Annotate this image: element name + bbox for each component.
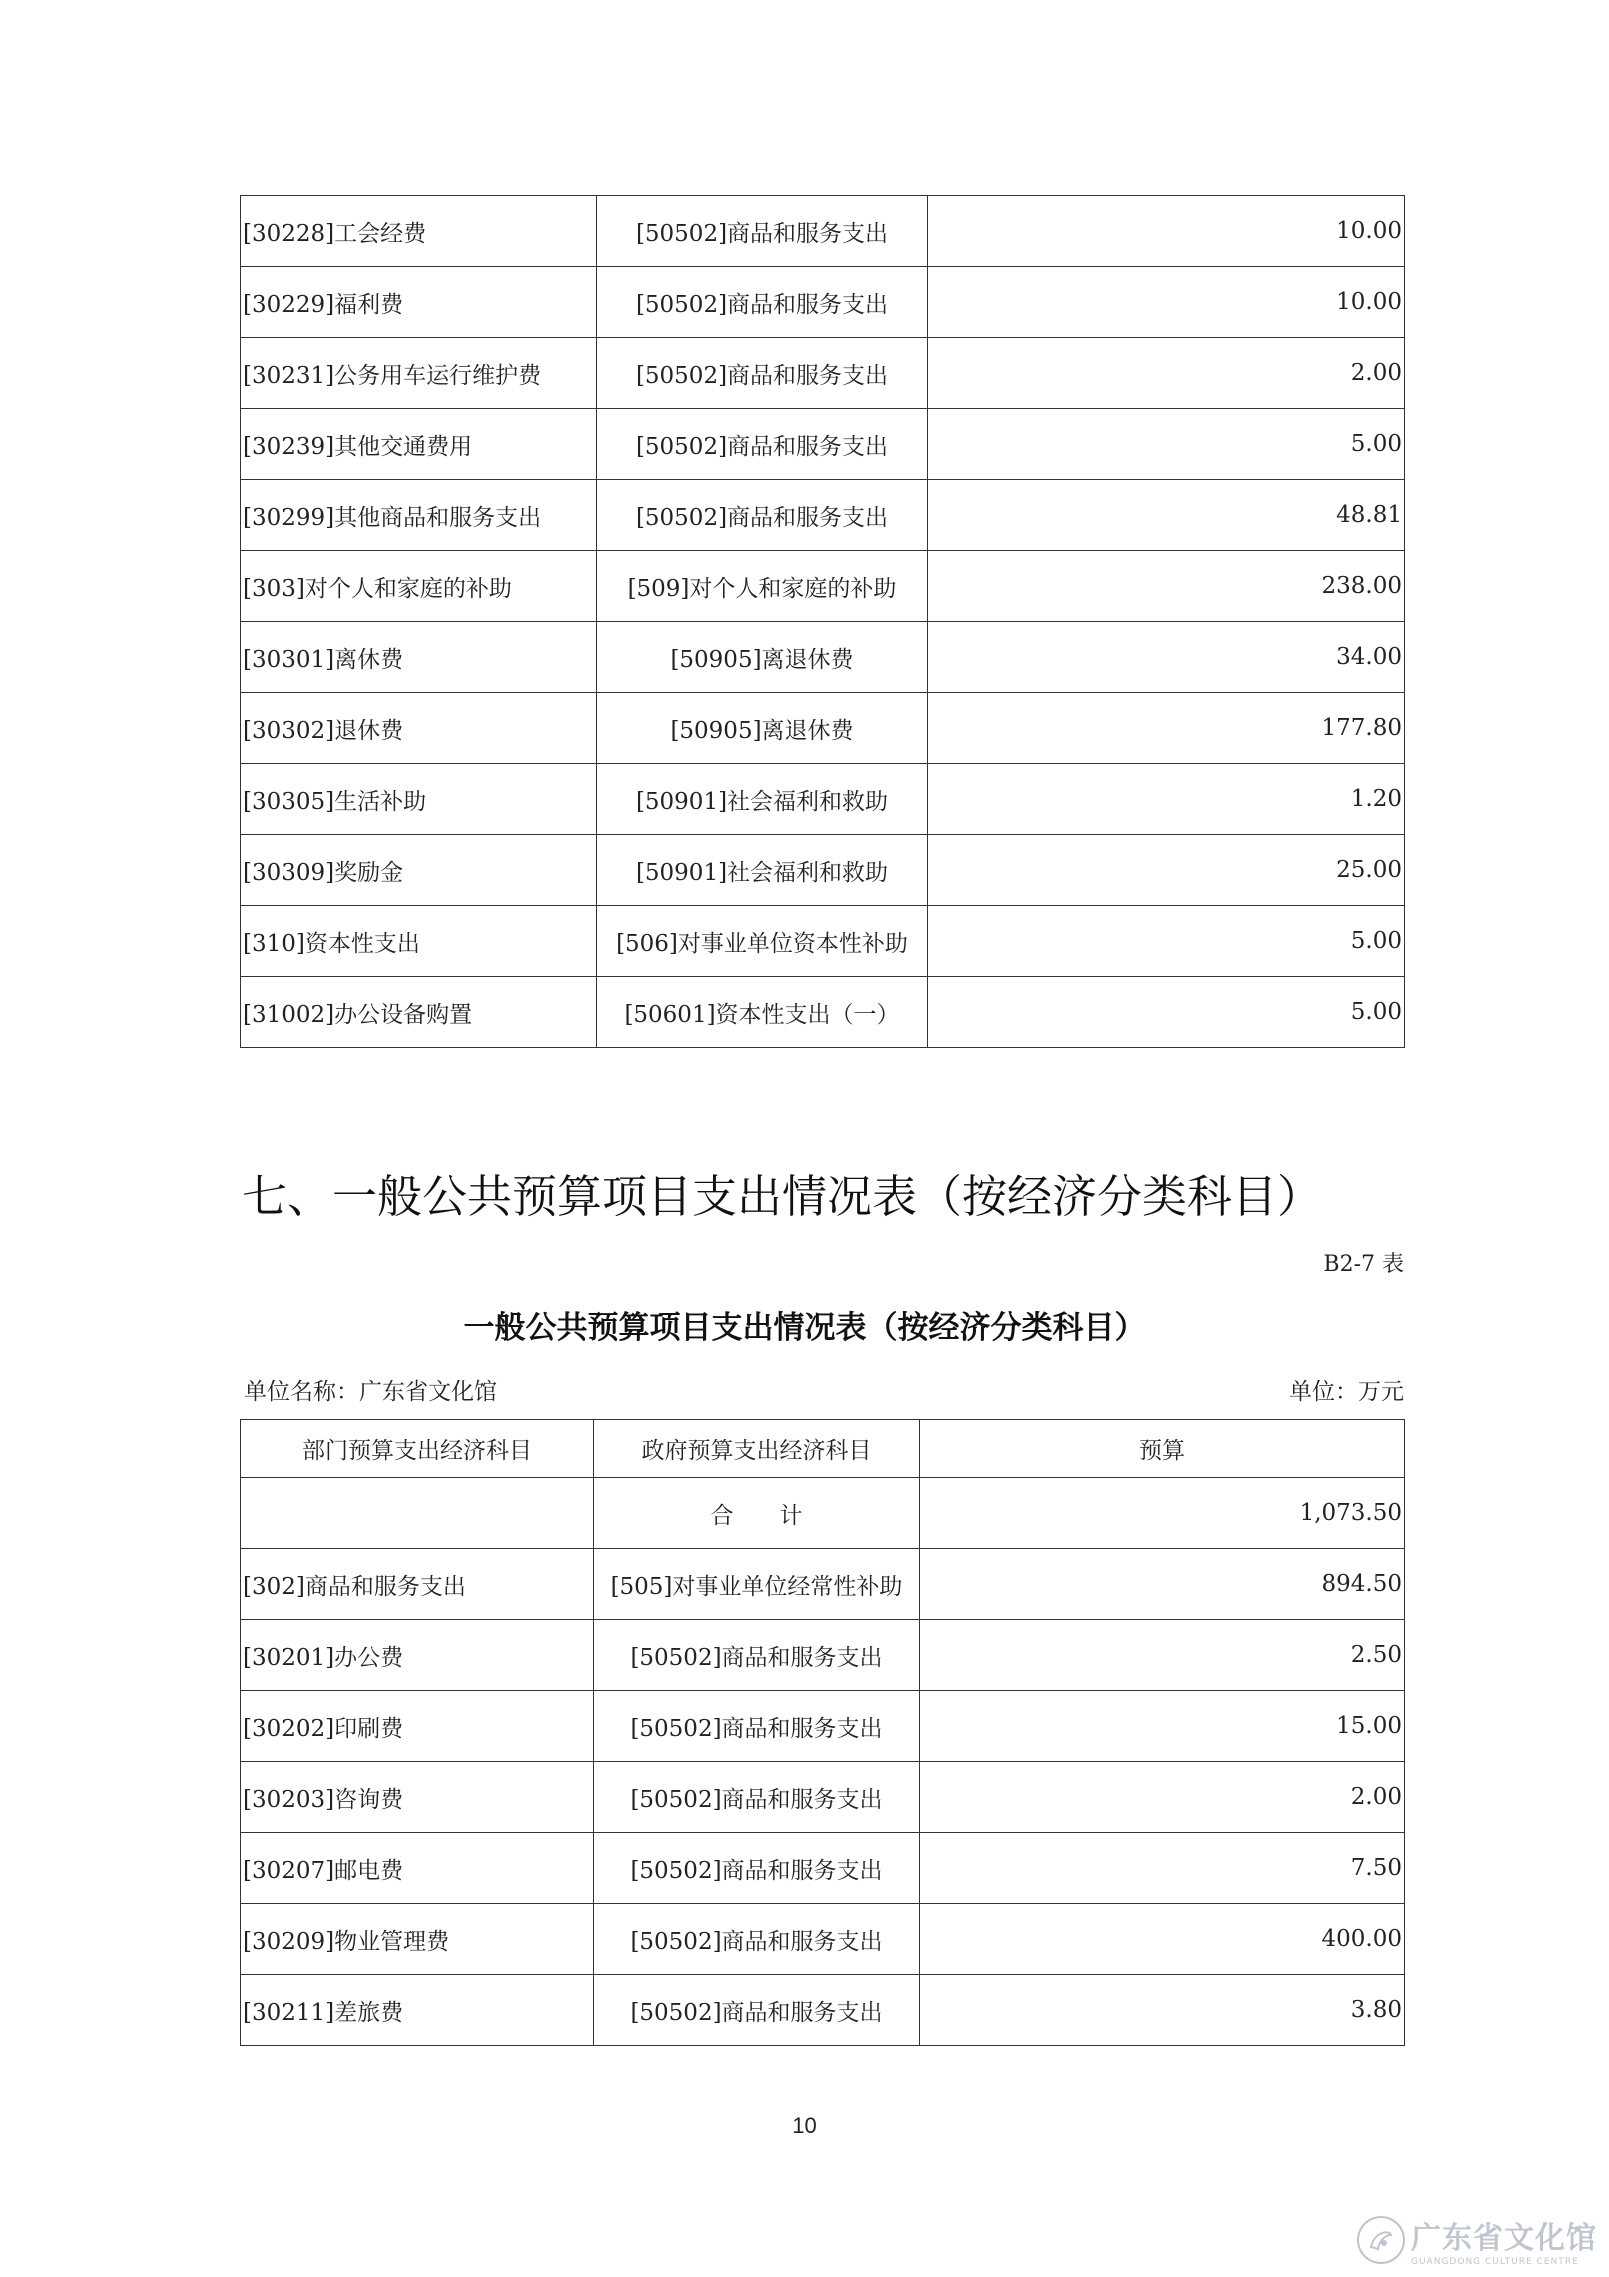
amount-cell: 15.00 bbox=[920, 1691, 1405, 1762]
watermark-name: 广东省文化馆 bbox=[1411, 2221, 1597, 2256]
amount-cell: 10.00 bbox=[928, 267, 1405, 338]
amount-cell: 5.00 bbox=[928, 977, 1405, 1048]
table-row bbox=[241, 338, 1405, 409]
dept-econ-cell: [303]对个人和家庭的补助 bbox=[241, 551, 597, 622]
table-row bbox=[241, 1549, 1405, 1620]
table-row bbox=[241, 835, 1405, 906]
dept-econ-cell: [30309]奖励金 bbox=[241, 835, 597, 906]
table-row bbox=[241, 764, 1405, 835]
table-row bbox=[241, 267, 1405, 338]
gov-econ-cell: [50502]商品和服务支出 bbox=[597, 196, 928, 267]
gov-econ-cell: [50502]商品和服务支出 bbox=[594, 1762, 920, 1833]
total-label bbox=[594, 1478, 920, 1549]
gov-econ-cell: [50502]商品和服务支出 bbox=[597, 480, 928, 551]
table-row bbox=[241, 196, 1405, 267]
amount-cell: 2.00 bbox=[928, 338, 1405, 409]
dept-econ-cell: [302]商品和服务支出 bbox=[241, 1549, 594, 1620]
table-row bbox=[241, 1762, 1405, 1833]
gov-econ-cell: [50502]商品和服务支出 bbox=[594, 1904, 920, 1975]
amount-cell: 238.00 bbox=[928, 551, 1405, 622]
dept-econ-cell: [30302]退休费 bbox=[241, 693, 597, 764]
table-row bbox=[241, 906, 1405, 977]
dept-econ-cell: [30299]其他商品和服务支出 bbox=[241, 480, 597, 551]
amount-cell: 177.80 bbox=[928, 693, 1405, 764]
continued-expenditure-table bbox=[240, 195, 1405, 1048]
amount-cell: 34.00 bbox=[928, 622, 1405, 693]
table-row bbox=[241, 1691, 1405, 1762]
dept-econ-cell: [30211]差旅费 bbox=[241, 1975, 594, 2046]
dept-econ-cell: [30305]生活补助 bbox=[241, 764, 597, 835]
gov-econ-cell: [50601]资本性支出（一） bbox=[597, 977, 928, 1048]
gov-econ-cell: [50502]商品和服务支出 bbox=[597, 409, 928, 480]
gov-econ-cell: [50905]离退休费 bbox=[597, 693, 928, 764]
header-row bbox=[241, 1420, 1405, 1478]
gov-econ-cell: [50502]商品和服务支出 bbox=[594, 1691, 920, 1762]
amount-cell: 400.00 bbox=[920, 1904, 1405, 1975]
dept-econ-cell: [30229]福利费 bbox=[241, 267, 597, 338]
amount-cell: 3.80 bbox=[920, 1975, 1405, 2046]
unit-name: 单位名称：广东省文化馆 bbox=[244, 1379, 497, 1405]
total-empty-cell bbox=[241, 1478, 594, 1549]
amount-cell: 5.00 bbox=[928, 409, 1405, 480]
table-title: 一般公共预算项目支出情况表（按经济分类科目） bbox=[463, 1310, 1146, 1346]
table-row bbox=[241, 1904, 1405, 1975]
dept-econ-cell: [30207]邮电费 bbox=[241, 1833, 594, 1904]
dept-econ-cell: [30228]工会经费 bbox=[241, 196, 597, 267]
total-label-a: 合 bbox=[710, 1502, 734, 1529]
gov-econ-cell: [50502]商品和服务支出 bbox=[594, 1975, 920, 2046]
gov-econ-cell: [50905]离退休费 bbox=[597, 622, 928, 693]
table-row bbox=[241, 693, 1405, 764]
total-amount: 1,073.50 bbox=[920, 1478, 1405, 1549]
project-expenditure-table bbox=[240, 1419, 1405, 2046]
dept-econ-cell: [310]资本性支出 bbox=[241, 906, 597, 977]
table-row bbox=[241, 977, 1405, 1048]
total-row bbox=[241, 1478, 1405, 1549]
gov-econ-cell: [50502]商品和服务支出 bbox=[597, 338, 928, 409]
table-row bbox=[241, 551, 1405, 622]
table-row bbox=[241, 1833, 1405, 1904]
amount-cell: 25.00 bbox=[928, 835, 1405, 906]
amount-cell: 2.00 bbox=[920, 1762, 1405, 1833]
gov-econ-cell: [50901]社会福利和救助 bbox=[597, 835, 928, 906]
total-label-b: 计 bbox=[779, 1502, 803, 1529]
table-body bbox=[241, 196, 1405, 1048]
amount-cell: 894.50 bbox=[920, 1549, 1405, 1620]
dept-econ-cell: [30202]印刷费 bbox=[241, 1691, 594, 1762]
table-code: B2-7 表 bbox=[1323, 1252, 1404, 1277]
amount-cell: 48.81 bbox=[928, 480, 1405, 551]
dept-econ-cell: [30239]其他交通费用 bbox=[241, 409, 597, 480]
table-row bbox=[241, 480, 1405, 551]
amount-cell: 5.00 bbox=[928, 906, 1405, 977]
header-dept-econ: 部门预算支出经济科目 bbox=[241, 1420, 594, 1478]
section-heading: 七、一般公共预算项目支出情况表（按经济分类科目） bbox=[242, 1170, 1323, 1223]
page-number: 10 bbox=[792, 2113, 817, 2138]
dept-econ-cell: [30203]咨询费 bbox=[241, 1762, 594, 1833]
table-row bbox=[241, 622, 1405, 693]
gov-econ-cell: [509]对个人和家庭的补助 bbox=[597, 551, 928, 622]
dept-econ-cell: [30231]公务用车运行维护费 bbox=[241, 338, 597, 409]
gov-econ-cell: [50502]商品和服务支出 bbox=[594, 1833, 920, 1904]
gov-econ-cell: [50502]商品和服务支出 bbox=[597, 267, 928, 338]
table-row bbox=[241, 1620, 1405, 1691]
header-gov-econ: 政府预算支出经济科目 bbox=[594, 1420, 920, 1478]
gov-econ-cell: [50901]社会福利和救助 bbox=[597, 764, 928, 835]
table-row bbox=[241, 409, 1405, 480]
amount-cell: 2.50 bbox=[920, 1620, 1405, 1691]
amount-cell: 7.50 bbox=[920, 1833, 1405, 1904]
unit-label: 单位：万元 bbox=[1289, 1379, 1404, 1405]
table-body bbox=[241, 1420, 1405, 2046]
watermark bbox=[1357, 2213, 1597, 2267]
table-row bbox=[241, 1975, 1405, 2046]
watermark-english: GUANGDONG CULTURE CENTRE bbox=[1411, 2257, 1579, 2267]
dept-econ-cell: [31002]办公设备购置 bbox=[241, 977, 597, 1048]
gov-econ-cell: [505]对事业单位经常性补助 bbox=[594, 1549, 920, 1620]
gov-econ-cell: [50502]商品和服务支出 bbox=[594, 1620, 920, 1691]
culture-centre-logo-icon bbox=[1357, 2216, 1405, 2264]
dept-econ-cell: [30301]离休费 bbox=[241, 622, 597, 693]
dept-econ-cell: [30201]办公费 bbox=[241, 1620, 594, 1691]
gov-econ-cell: [506]对事业单位资本性补助 bbox=[597, 906, 928, 977]
dept-econ-cell: [30209]物业管理费 bbox=[241, 1904, 594, 1975]
amount-cell: 10.00 bbox=[928, 196, 1405, 267]
header-budget: 预算 bbox=[920, 1420, 1405, 1478]
amount-cell: 1.20 bbox=[928, 764, 1405, 835]
